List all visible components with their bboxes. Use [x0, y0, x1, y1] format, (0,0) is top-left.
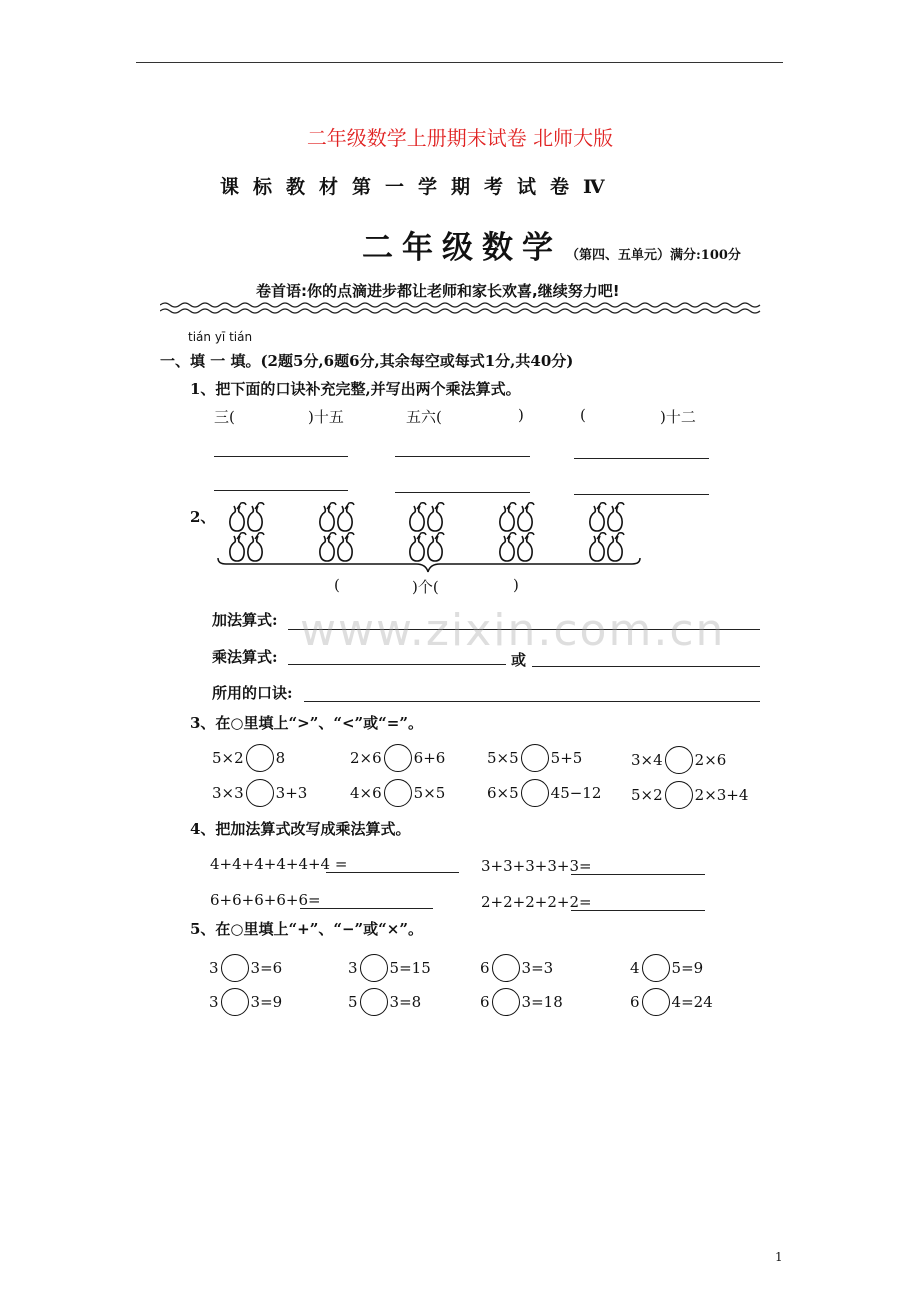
- q3-item: 3×3 3+3: [212, 779, 307, 807]
- exam-motto: 卷首语:你的点滴进步都让老师和家长欢喜,继续努力吧!: [256, 282, 620, 300]
- q4-answer-line[interactable]: [571, 910, 705, 911]
- compare-circle[interactable]: [665, 746, 693, 774]
- q5-item: 3 3=6: [209, 954, 282, 982]
- exam-score-note: （第四、五单元）满分:100分: [566, 248, 741, 263]
- pear-group: [500, 503, 534, 561]
- q2-mul-answer-line[interactable]: [288, 664, 506, 665]
- compare-circle[interactable]: [246, 779, 274, 807]
- pear-group: [230, 503, 264, 561]
- q5-label: 5、在○里填上“+”、“−”或“×”。: [190, 920, 423, 938]
- q4-item: 4+4+4+4+4+4 =: [210, 855, 348, 873]
- q2-mul-label: 乘法算式:: [212, 648, 278, 666]
- q3-item: 4×6 5×5: [350, 779, 445, 807]
- q2-brace-open: (: [334, 576, 340, 594]
- compare-circle[interactable]: [246, 744, 274, 772]
- q2-brace-mid: )个(: [412, 578, 439, 596]
- q2-or-label: 或: [511, 651, 527, 669]
- q2-add-label: 加法算式:: [212, 611, 278, 629]
- q5-item: 6 3=18: [480, 988, 563, 1016]
- q4-answer-line[interactable]: [326, 872, 459, 873]
- wavy-divider: [160, 300, 765, 316]
- q1-item-2a: 五六(: [406, 408, 442, 426]
- section-title: 一、填 一 填。(2题5分,6题6分,其余每空或每式1分,共40分): [160, 352, 574, 370]
- operator-circle[interactable]: [360, 988, 388, 1016]
- q2-label: 2、: [190, 508, 216, 526]
- q1-answer-line[interactable]: [395, 456, 530, 457]
- q1-label: 1、把下面的口诀补充完整,并写出两个乘法算式。: [190, 380, 521, 398]
- q2-brace-close: ): [513, 576, 519, 594]
- pear-group: [320, 503, 354, 561]
- operator-circle[interactable]: [642, 988, 670, 1016]
- q3-item: 5×5 5+5: [487, 744, 582, 772]
- q3-item: 5×2 8: [212, 744, 285, 772]
- q3-item: 3×4 2×6: [631, 746, 726, 774]
- q1-item-2b: ): [518, 406, 524, 424]
- q2-rhyme-answer-line[interactable]: [304, 701, 760, 702]
- compare-circle[interactable]: [521, 779, 549, 807]
- q4-label: 4、把加法算式改写成乘法算式。: [190, 820, 411, 838]
- q1-item-3b: )十二: [660, 408, 696, 426]
- page-number: 1: [775, 1250, 783, 1264]
- q1-answer-line[interactable]: [214, 456, 348, 457]
- compare-circle[interactable]: [665, 781, 693, 809]
- operator-circle[interactable]: [642, 954, 670, 982]
- operator-circle[interactable]: [360, 954, 388, 982]
- q5-item: 3 3=9: [209, 988, 282, 1016]
- q4-item: 6+6+6+6+6=: [210, 891, 321, 909]
- q5-item: 4 5=9: [630, 954, 703, 982]
- operator-circle[interactable]: [492, 954, 520, 982]
- q1-item-1a: 三(: [214, 408, 235, 426]
- operator-circle[interactable]: [492, 988, 520, 1016]
- q1-answer-line[interactable]: [395, 492, 530, 493]
- q5-item: 6 4=24: [630, 988, 713, 1016]
- exam-subtitle: 课标教材第一学期考试卷Ⅳ: [220, 176, 619, 198]
- q2-mul-answer-line[interactable]: [532, 666, 760, 667]
- exam-main-title: 二年级数学: [362, 230, 562, 266]
- page-title: 二年级数学上册期末试卷 北师大版: [306, 126, 614, 150]
- q4-answer-line[interactable]: [571, 874, 705, 875]
- q1-item-3a: (: [580, 406, 586, 424]
- q4-item: 2+2+2+2+2=: [481, 893, 592, 911]
- compare-circle[interactable]: [384, 744, 412, 772]
- q1-answer-line[interactable]: [214, 490, 348, 491]
- brace-icon: [216, 556, 644, 574]
- q3-item: 6×5 45−12: [487, 779, 601, 807]
- watermark: www.zixin.com.cn: [300, 605, 726, 656]
- pear-group: [410, 503, 444, 561]
- q2-rhyme-label: 所用的口诀:: [212, 684, 293, 702]
- pear-group: [590, 503, 624, 561]
- q5-item: 3 5=15: [348, 954, 431, 982]
- q1-answer-line[interactable]: [574, 458, 709, 459]
- compare-circle[interactable]: [384, 779, 412, 807]
- q1-item-1b: )十五: [308, 408, 344, 426]
- q3-item: 2×6 6+6: [350, 744, 445, 772]
- q5-item: 5 3=8: [348, 988, 421, 1016]
- top-rule: [136, 62, 783, 63]
- q4-item: 3+3+3+3+3=: [481, 857, 592, 875]
- q5-item: 6 3=3: [480, 954, 553, 982]
- q4-answer-line[interactable]: [300, 908, 433, 909]
- operator-circle[interactable]: [221, 954, 249, 982]
- compare-circle[interactable]: [521, 744, 549, 772]
- operator-circle[interactable]: [221, 988, 249, 1016]
- section-pinyin: tián yī tián: [188, 330, 253, 344]
- q1-answer-line[interactable]: [574, 494, 709, 495]
- q3-label: 3、在○里填上“>”、“<”或“=”。: [190, 714, 423, 732]
- q3-item: 5×2 2×3+4: [631, 781, 748, 809]
